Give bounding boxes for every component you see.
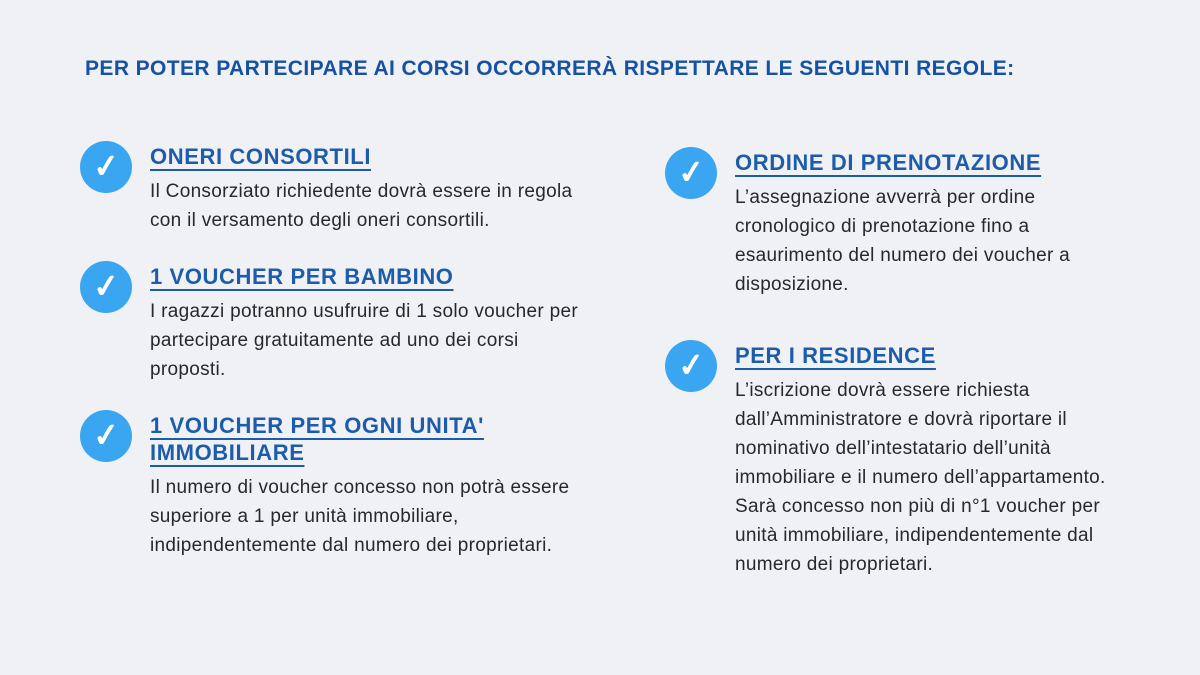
rule-heading-ordine-prenotazione[interactable]: ORDINE DI PRENOTAZIONE — [735, 150, 1042, 175]
rule-body-ordine-prenotazione: L’assegnazione avverrà per ordine cronologico di prenotazione fino a esaurimento del numero dei voucher a disposizione. — [735, 187, 1071, 295]
rule-text — [150, 263, 600, 384]
rule-item-oneri-consortili — [80, 143, 600, 235]
rule-body-voucher-bambino: I ragazzi potranno usufruire di 1 solo voucher per partecipare gratuitamente ad uno dei corsi proposti. — [150, 301, 578, 380]
checkmark-icon: ✓ — [90, 415, 122, 455]
rule-text — [150, 143, 600, 235]
rule-item-ordine-prenotazione — [665, 149, 1120, 299]
rule-text — [150, 412, 600, 560]
check-circle-icon — [80, 141, 132, 193]
checkmark-icon: ✓ — [90, 146, 122, 186]
rule-body-per-i-residence: L’iscrizione dovrà essere richiesta dall’Amministratore e dovrà riportare il nominativo dell’intestatario dell’unità immobiliare e il numero dell’appartamento. Sarà concesso non più di n°1 voucher per unità immobiliare, indipendentemente dal numero dei proprietari. — [735, 380, 1106, 575]
check-circle-icon — [665, 147, 717, 199]
checkmark-icon: ✓ — [675, 345, 707, 385]
rule-item-per-i-residence — [665, 342, 1120, 579]
page-title: PER POTER PARTECIPARE AI CORSI OCCORRERÀ RISPETTARE LE SEGUENTI REGOLE: — [85, 57, 1015, 80]
rule-heading-voucher-bambino[interactable]: 1 VOUCHER PER BAMBINO — [150, 264, 454, 289]
rule-body-oneri-consortili: Il Consorziato richiedente dovrà essere in regola con il versamento degli oneri consortili. — [150, 181, 573, 231]
rule-heading-oneri-consortili[interactable]: ONERI CONSORTILI — [150, 144, 372, 169]
rule-text — [735, 149, 1120, 299]
rule-item-voucher-unita-immobiliare — [80, 412, 600, 560]
rule-item-voucher-bambino — [80, 263, 600, 384]
checkmark-icon: ✓ — [675, 152, 707, 192]
rule-text — [735, 342, 1120, 579]
check-circle-icon — [80, 410, 132, 462]
rule-heading-per-i-residence[interactable]: PER I RESIDENCE — [735, 343, 936, 368]
checkmark-icon: ✓ — [90, 266, 122, 306]
rules-column-left — [80, 143, 600, 579]
rule-heading-voucher-unita-immobiliare[interactable]: 1 VOUCHER PER OGNI UNITA' IMMOBILIARE — [150, 413, 484, 465]
check-circle-icon — [665, 340, 717, 392]
rules-column-right — [665, 149, 1120, 579]
check-circle-icon — [80, 261, 132, 313]
rules-content — [80, 143, 1120, 579]
rule-body-voucher-unita-immobiliare: Il numero di voucher concesso non potrà essere superiore a 1 per unità immobiliare, indipendentemente dal numero dei proprietari. — [150, 477, 570, 556]
